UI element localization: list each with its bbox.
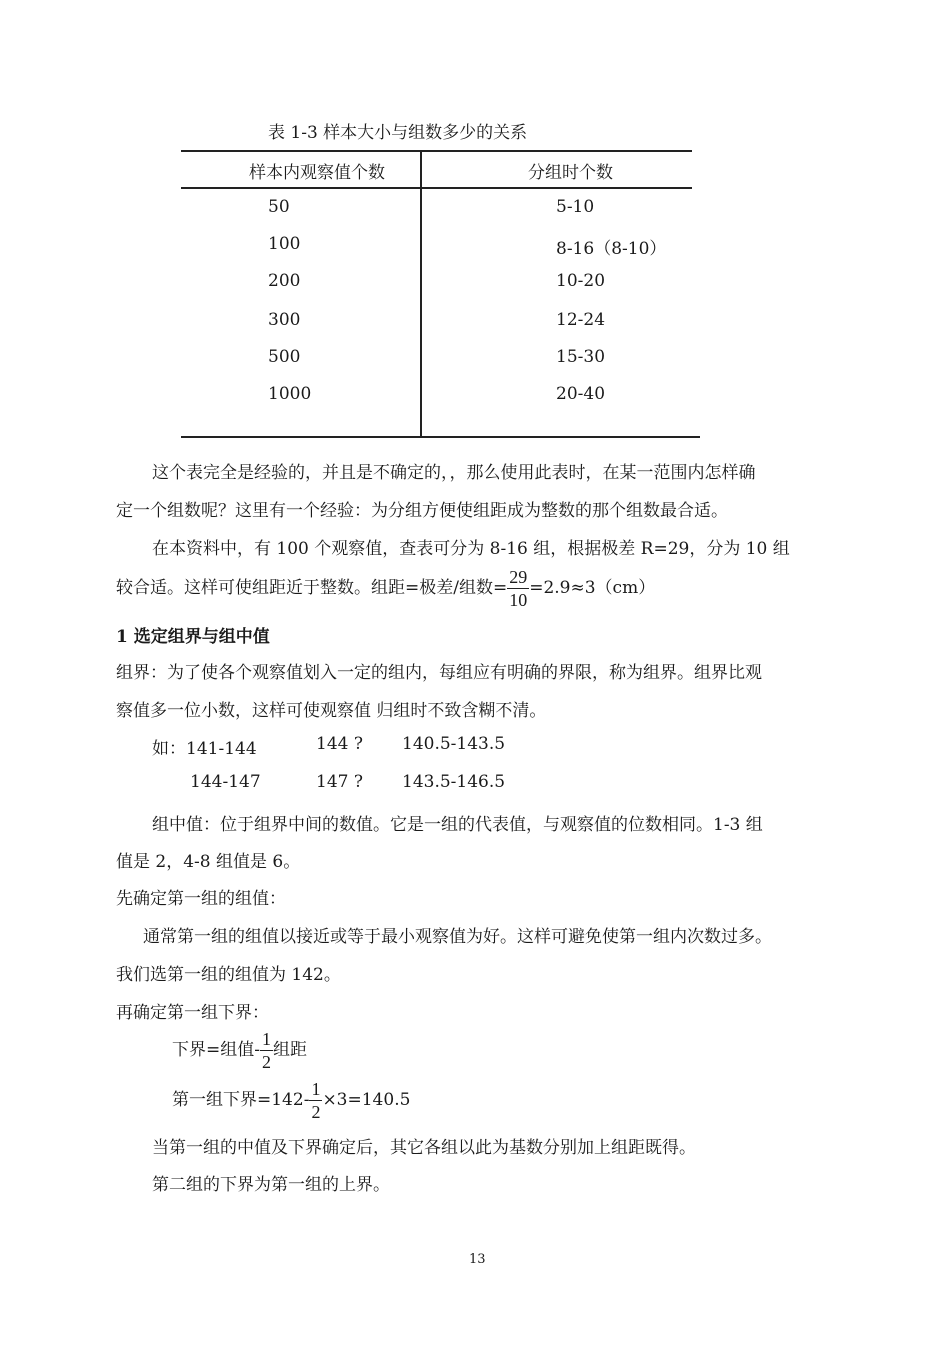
text-span: =2.9≈3（cm） [529,578,656,598]
table-header-rule [181,187,692,189]
fraction-numerator: 1 [311,1079,321,1099]
paragraph-line: 在本资料中，有 100 个观察值，查表可分为 8-16 组，根据极差 R=29，分为 10 组 [152,539,790,559]
paragraph-line: 组界：为了使各个观察值划入一定的组内，每组应有明确的界限，称为组界。组界比观 [116,663,762,683]
table-header-cell: 样本内观察值个数 [249,163,385,183]
table-cell: 100 [268,234,301,254]
fraction [260,1028,273,1073]
paragraph-line: 第二组的下界为第一组的上界。 [152,1175,390,1195]
text-span: 第一组下界=142- [172,1090,310,1110]
table-cell: 20-40 [556,384,606,404]
table-cell: 5-10 [556,197,595,217]
table-caption: 表 1-3 样本大小与组数多少的关系 [268,123,528,143]
example-text: 144-147 [190,772,261,792]
table-cell: 8-16（8-10） [556,239,667,259]
table-cell: 300 [268,310,301,330]
table-cell: 1000 [268,384,312,404]
text-span: ×3=140.5 [322,1090,411,1110]
fraction-denominator: 10 [509,590,528,610]
paragraph-line: 组中值：位于组界中间的数值。它是一组的代表值，与观察值的位数相同。1-3 组 [152,815,763,835]
fraction-numerator: 1 [262,1029,271,1049]
example-text: 140.5-143.5 [402,734,506,754]
example-text: 143.5-146.5 [402,772,506,792]
paragraph-line-with-fraction [116,564,655,612]
text-span: 下界=组值- [172,1040,260,1060]
paragraph-line: 察值多一位小数，这样可使观察值 归组时不致含糊不清。 [116,701,547,721]
text-span: 组距 [273,1040,307,1060]
paragraph-line: 再确定第一组下界： [116,1003,269,1023]
table-top-rule [181,150,692,152]
fraction-denominator: 2 [262,1052,271,1072]
table-cell: 15-30 [556,347,606,367]
paragraph-line: 当第一组的中值及下界确定后，其它各组以此为基数分别加上组距既得。 [152,1138,696,1158]
example-text: 如：141-144 [152,739,257,759]
example-text: 147 ? [316,772,363,792]
fraction [309,1078,322,1123]
table-cell: 50 [268,197,290,217]
table-cell: 500 [268,347,301,367]
table-cell: 200 [268,271,301,291]
page-number: 13 [469,1252,486,1267]
fraction-denominator: 2 [311,1102,321,1122]
section-heading: 1 选定组界与组中值 [116,627,270,647]
paragraph-line: 我们选第一组的组值为 142。 [116,965,341,985]
text-span: 较合适。这样可使组距近于整数。组距=极差/组数= [116,578,508,598]
paragraph-line: 这个表完全是经验的，并且是不确定的，，那么使用此表时，在某一范围内怎样确 [152,463,756,483]
fraction-numerator: 29 [509,567,528,587]
example-text: 144 ? [316,734,363,754]
paragraph-line: 先确定第一组的组值： [116,889,286,909]
paragraph-line: 通常第一组的组值以接近或等于最小观察值为好。这样可避免使第一组内次数过多。 [143,927,772,947]
fraction [507,566,529,611]
table-cell: 10-20 [556,271,606,291]
table-column-divider [420,150,422,437]
table-cell: 12-24 [556,310,606,330]
table-bottom-rule [181,436,700,438]
formula-line [172,1026,307,1074]
paragraph-line: 定一个组数呢？这里有一个经验：为分组方便使组距成为整数的那个组数最合适。 [116,501,728,521]
table-header-cell: 分组时个数 [528,163,613,183]
paragraph-line: 值是 2，4-8 组值是 6。 [116,852,301,872]
formula-line [172,1076,410,1124]
